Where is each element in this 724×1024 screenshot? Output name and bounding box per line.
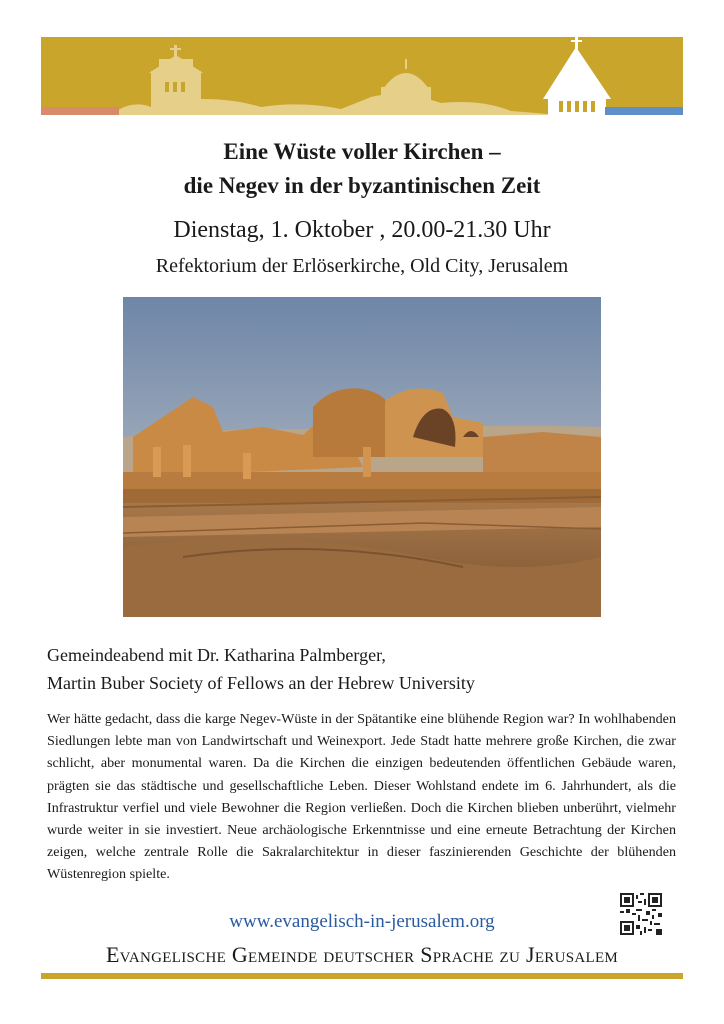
website-link[interactable]: www.evangelisch-in-jerusalem.org xyxy=(229,911,495,932)
ruins-photo xyxy=(123,297,601,617)
event-title-line-2: die Negev in der byzantinischen Zeit xyxy=(183,173,541,198)
event-date-time: Dienstag, 1. Oktober , 20.00-21.30 Uhr xyxy=(173,217,551,243)
banner-left-accent xyxy=(41,107,119,115)
white-church-icon xyxy=(543,37,611,115)
organization-name: Evangelische Gemeinde deutscher Sprache zu Jerusalem xyxy=(105,942,619,967)
banner-right-accent xyxy=(605,107,683,115)
event-venue: Refektorium der Erlöserkirche, Old City, Jerusalem xyxy=(155,255,569,277)
church-tower-icon xyxy=(149,45,203,115)
dome-icon xyxy=(381,59,431,115)
speaker-line-2: Martin Buber Society of Fellows an der Hebrew University xyxy=(47,673,475,693)
event-title-line-1: Eine Wüste voller Kirchen – xyxy=(223,139,501,164)
qr-code[interactable] xyxy=(620,893,662,935)
footer-divider xyxy=(41,973,683,979)
event-description: Wer hätte gedacht, dass die karge Negev-Wüste in der Spätantike eine blühende Region war? In wohlhabenden Siedlungen lebte man von Landwirtschaft und Weinexport. Jede Stadt hatte mehrere große Kirchen, die zwar schlicht, aber monumental waren. Da die Kirchen die einzigen bedeutenden öffentlichen Gebäude waren, prägten sie das städtische und gesellschaftliche Leben. Dieser Wohlstand endete im 6. Jahrhundert, als die Infrastruktur verfiel und viele Bewohner die Region verließen. Doch die Kirchen blieben unberührt, vielmehr wurde weiter in sie investiert. Neue archäologische Erkenntnisse und eine erneute Betrachtung der Kirchen zeigen, welche zentrale Rolle die Sakralarchitektur in dieser faszinierenden Geschichte der blühenden Wüstenregion spielte. xyxy=(47,711,676,883)
speaker-line-1: Gemeindeabend mit Dr. Katharina Palmberger, xyxy=(47,645,386,665)
header-banner xyxy=(41,37,683,115)
